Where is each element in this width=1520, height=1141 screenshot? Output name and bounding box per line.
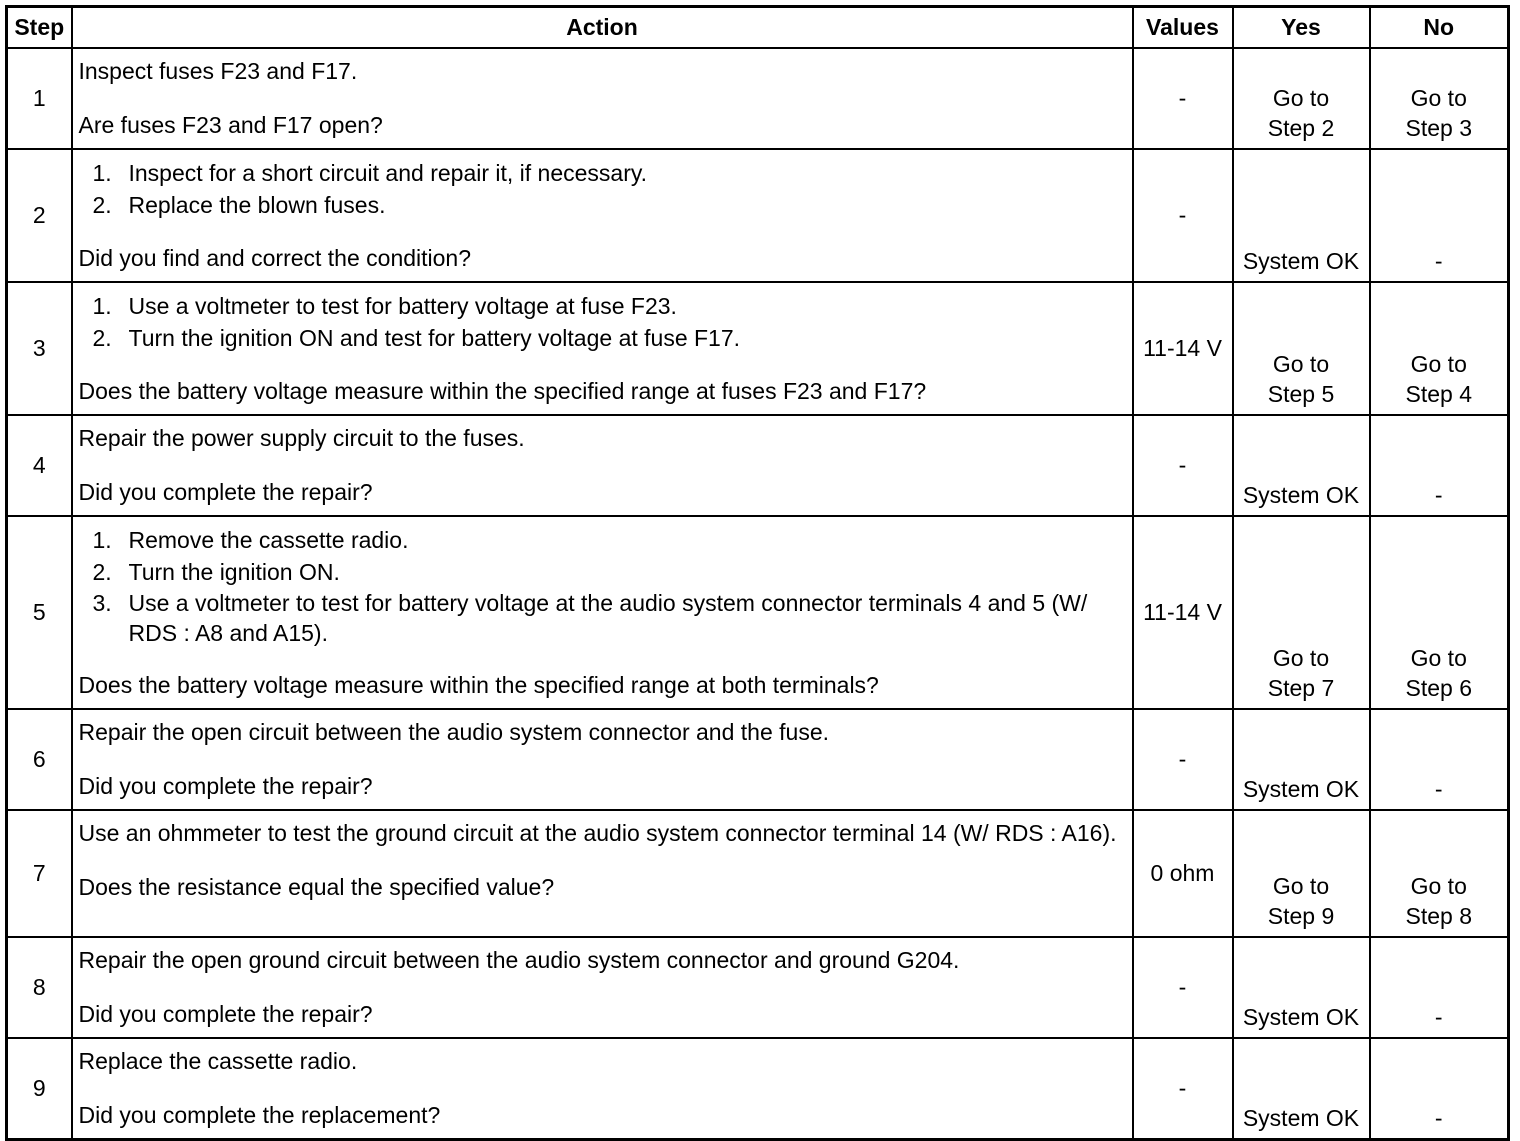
action-cell xyxy=(72,415,1133,516)
no-cell-line: - xyxy=(1434,248,1443,274)
action-instruction: Inspect fuses F23 and F17. xyxy=(78,58,358,84)
action-step-item xyxy=(79,290,1126,322)
table-row xyxy=(7,415,1509,516)
step-number: 5 xyxy=(7,516,72,709)
action-question: Does the battery voltage measure within the specified range at fuses F23 and F17? xyxy=(78,378,927,404)
no-cell-line: Go to xyxy=(1410,645,1467,671)
step-number: 3 xyxy=(7,282,72,415)
values-cell: - xyxy=(1133,1038,1233,1140)
header-values: Values xyxy=(1133,7,1233,49)
action-question: Are fuses F23 and F17 open? xyxy=(78,112,383,138)
yes-cell-line: Go to xyxy=(1272,645,1330,671)
no-cell xyxy=(1370,1038,1509,1140)
action-step-text: Use a voltmeter to test for battery voltage at fuse F23. xyxy=(128,293,677,319)
no-cell xyxy=(1370,415,1509,516)
action-step-item xyxy=(79,524,1126,556)
values-cell: - xyxy=(1133,149,1233,282)
no-cell-line: Go to xyxy=(1410,351,1467,377)
action-step-number: 1. xyxy=(92,160,112,186)
yes-cell xyxy=(1233,1038,1370,1140)
no-cell-line: Step 8 xyxy=(1405,903,1472,929)
action-step-number: 1. xyxy=(92,527,112,553)
table-row xyxy=(7,1038,1509,1140)
no-cell xyxy=(1370,48,1509,149)
yes-cell xyxy=(1233,149,1370,282)
action-steps-list xyxy=(79,290,1126,354)
action-step-item xyxy=(79,189,1126,221)
header-row xyxy=(7,7,1509,49)
yes-cell xyxy=(1233,48,1370,149)
action-instruction: Replace the cassette radio. xyxy=(78,1048,358,1074)
yes-cell-line: System OK xyxy=(1242,482,1360,508)
values-cell: 0 ohm xyxy=(1133,810,1233,937)
table-row xyxy=(7,282,1509,415)
no-cell-line: - xyxy=(1434,776,1443,802)
action-step-item xyxy=(79,556,1126,588)
yes-cell-line: Go to xyxy=(1272,351,1330,377)
yes-cell-line: System OK xyxy=(1242,1004,1360,1030)
action-cell xyxy=(72,149,1133,282)
no-cell-line: - xyxy=(1434,482,1443,508)
yes-cell-line: Step 5 xyxy=(1267,381,1335,407)
yes-cell xyxy=(1233,282,1370,415)
header-action: Action xyxy=(72,7,1133,49)
action-step-text: Use a voltmeter to test for battery voltage at the audio system connector terminals 4 and 5 (W/ RDS : A8 and A15). xyxy=(128,590,1088,646)
action-step-text: Replace the blown fuses. xyxy=(128,192,386,218)
yes-cell xyxy=(1233,810,1370,937)
yes-cell xyxy=(1233,709,1370,810)
values-cell: - xyxy=(1133,709,1233,810)
table-row xyxy=(7,810,1509,937)
no-cell-line: Step 4 xyxy=(1405,381,1472,407)
yes-cell xyxy=(1233,937,1370,1038)
no-cell-line: Step 3 xyxy=(1405,115,1472,141)
step-number: 1 xyxy=(7,48,72,149)
no-cell xyxy=(1370,810,1509,937)
values-cell: - xyxy=(1133,415,1233,516)
action-step-number: 2. xyxy=(92,325,112,351)
step-number: 6 xyxy=(7,709,72,810)
no-cell-line: - xyxy=(1434,1004,1443,1030)
step-number: 9 xyxy=(7,1038,72,1140)
action-instruction: Repair the power supply circuit to the fuses. xyxy=(78,425,525,451)
yes-cell-line: Go to xyxy=(1272,873,1330,899)
no-cell xyxy=(1370,516,1509,709)
action-instruction: Repair the open circuit between the audio system connector and the fuse. xyxy=(78,719,830,745)
action-instruction: Use an ohmmeter to test the ground circuit at the audio system connector terminal 14 (W/ RDS : A16). xyxy=(78,820,1117,846)
no-cell xyxy=(1370,937,1509,1038)
no-cell-line: Step 6 xyxy=(1405,675,1472,701)
action-question: Does the resistance equal the specified value? xyxy=(78,874,555,900)
values-cell: - xyxy=(1133,937,1233,1038)
action-question: Did you complete the repair? xyxy=(78,479,373,505)
table-row xyxy=(7,149,1509,282)
action-step-text: Turn the ignition ON. xyxy=(128,559,340,585)
action-step-item xyxy=(79,588,1126,648)
yes-cell-line: System OK xyxy=(1242,1105,1360,1131)
yes-cell-line: Step 7 xyxy=(1267,675,1335,701)
action-step-number: 2. xyxy=(92,192,112,218)
table-row xyxy=(7,48,1509,149)
action-step-number: 1. xyxy=(92,293,112,319)
table-row xyxy=(7,937,1509,1038)
no-cell-line: Go to xyxy=(1410,873,1467,899)
diagnostic-table xyxy=(5,5,1510,1141)
yes-cell-line: Go to xyxy=(1272,85,1330,111)
no-cell xyxy=(1370,709,1509,810)
action-step-text: Remove the cassette radio. xyxy=(128,527,409,553)
action-step-item xyxy=(79,322,1126,354)
yes-cell-line: System OK xyxy=(1242,776,1360,802)
action-question: Does the battery voltage measure within the specified range at both terminals? xyxy=(78,672,879,698)
action-steps-list xyxy=(79,157,1126,221)
table-row xyxy=(7,516,1509,709)
table-body xyxy=(7,48,1509,1140)
action-step-number: 2. xyxy=(92,559,112,585)
action-steps-list xyxy=(79,524,1126,648)
step-number: 2 xyxy=(7,149,72,282)
action-step-text: Inspect for a short circuit and repair it, if necessary. xyxy=(128,160,648,186)
action-cell xyxy=(72,48,1133,149)
header-step: Step xyxy=(7,7,72,49)
no-cell-line: Go to xyxy=(1410,85,1467,111)
action-question: Did you complete the repair? xyxy=(78,773,373,799)
yes-cell-line: System OK xyxy=(1242,248,1360,274)
step-number: 7 xyxy=(7,810,72,937)
action-cell xyxy=(72,516,1133,709)
action-question: Did you complete the replacement? xyxy=(78,1102,441,1128)
header-yes: Yes xyxy=(1233,7,1370,49)
action-cell xyxy=(72,810,1133,937)
yes-cell xyxy=(1233,415,1370,516)
action-cell xyxy=(72,937,1133,1038)
action-step-number: 3. xyxy=(92,590,112,616)
action-question: Did you complete the repair? xyxy=(78,1001,373,1027)
action-cell xyxy=(72,282,1133,415)
action-question: Did you find and correct the condition? xyxy=(78,245,472,271)
action-instruction: Repair the open ground circuit between the audio system connector and ground G204. xyxy=(78,947,960,973)
step-number: 8 xyxy=(7,937,72,1038)
no-cell xyxy=(1370,149,1509,282)
yes-cell-line: Step 2 xyxy=(1267,115,1335,141)
header-no: No xyxy=(1370,7,1509,49)
values-cell: 11-14 V xyxy=(1133,516,1233,709)
action-cell xyxy=(72,709,1133,810)
yes-cell xyxy=(1233,516,1370,709)
step-number: 4 xyxy=(7,415,72,516)
yes-cell-line: Step 9 xyxy=(1267,903,1335,929)
no-cell xyxy=(1370,282,1509,415)
values-cell: 11-14 V xyxy=(1133,282,1233,415)
values-cell: - xyxy=(1133,48,1233,149)
action-step-text: Turn the ignition ON and test for battery voltage at fuse F17. xyxy=(128,325,741,351)
no-cell-line: - xyxy=(1434,1105,1443,1131)
table-row xyxy=(7,709,1509,810)
action-cell xyxy=(72,1038,1133,1140)
action-step-item xyxy=(79,157,1126,189)
